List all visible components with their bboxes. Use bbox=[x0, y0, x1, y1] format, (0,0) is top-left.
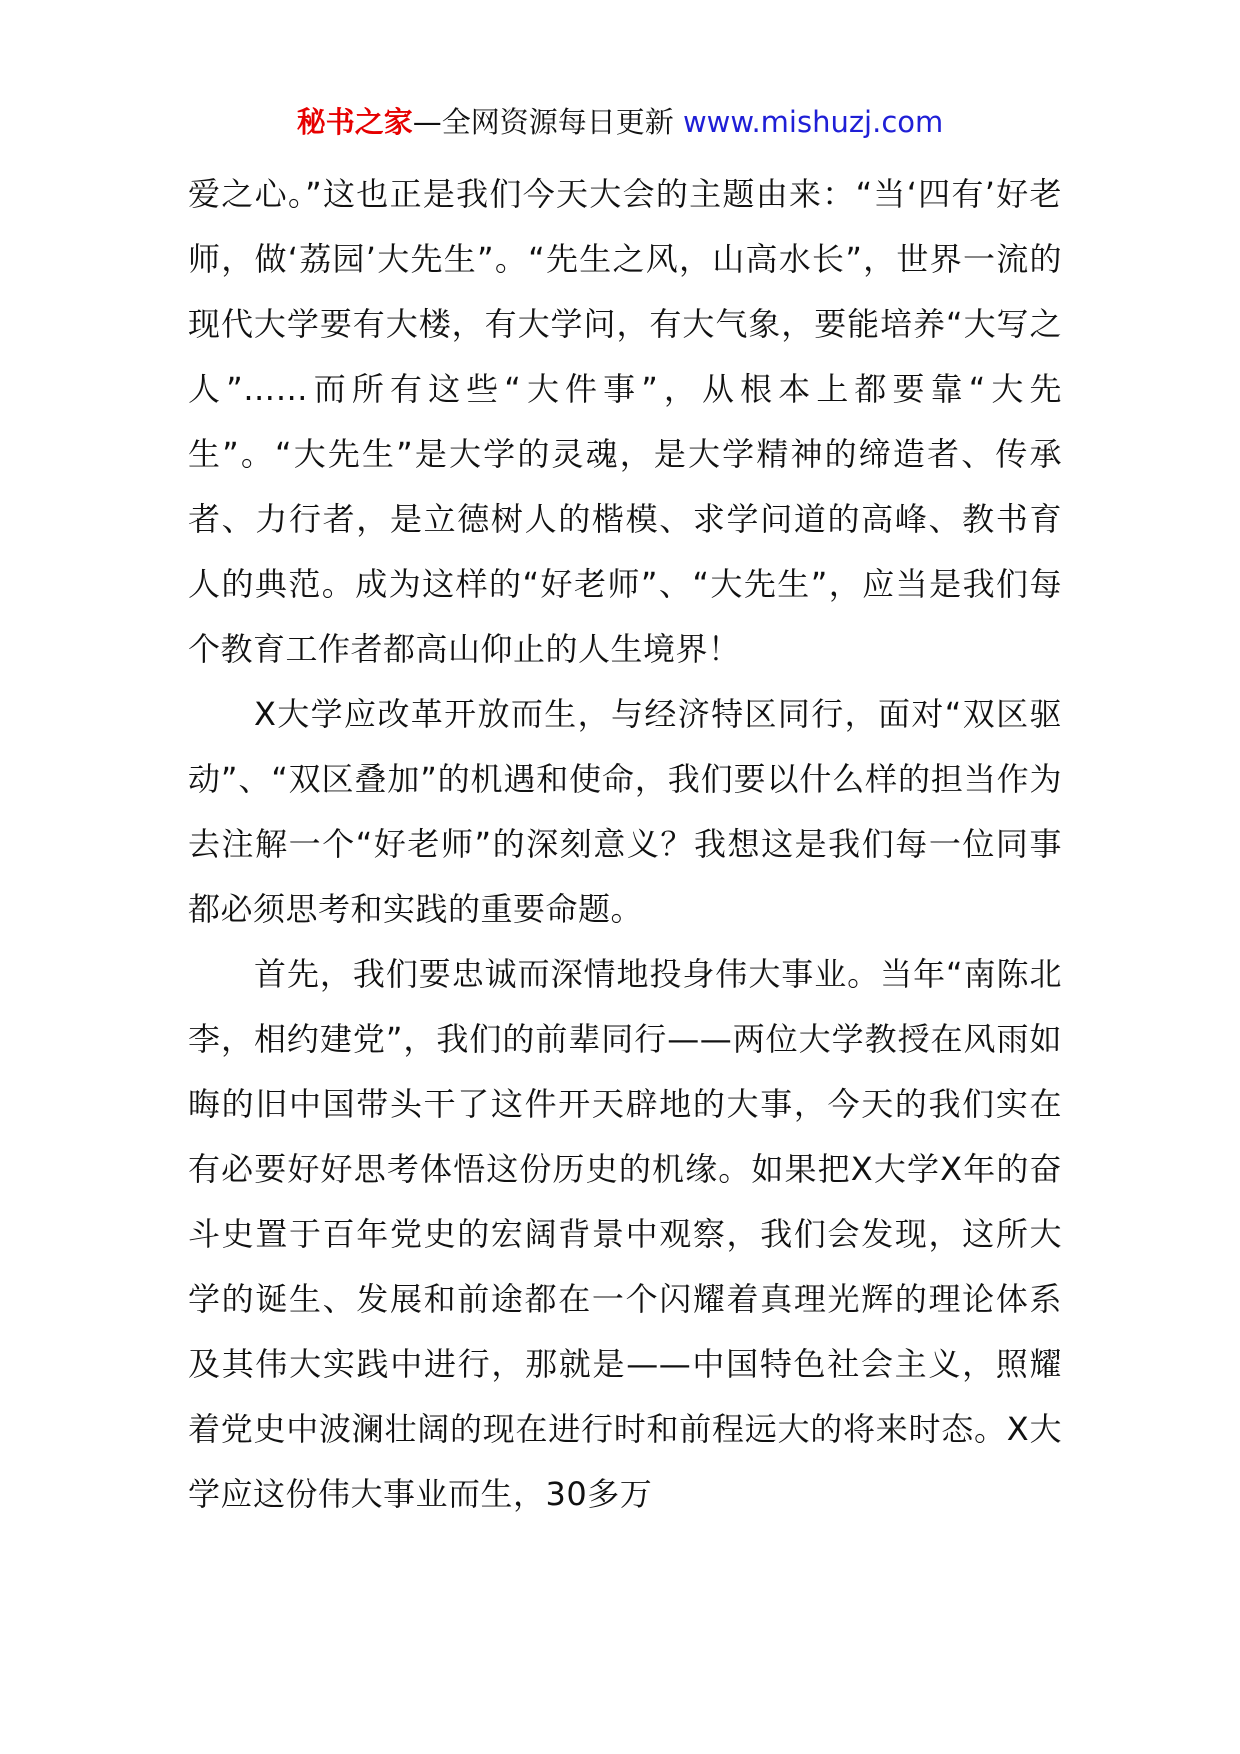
site-header bbox=[0, 102, 1240, 142]
paragraph-3: 首先，我们要忠诚而深情地投身伟大事业。当年“南陈北李，相约建党”，我们的前辈同行——两位大学教授在风雨如晦的旧中国带头干了这件开天辟地的大事，今天的我们实在有必要好好思考体悟这份历史的机缘。如果把X大学X年的奋斗史置于百年党史的宏阔背景中观察，我们会发现，这所大学的诞生、发展和前途都在一个闪耀着真理光辉的理论体系及其伟大实践中进行，那就是——中国特色社会主义，照耀着党史中波澜壮阔的现在进行时和前程远大的将来时态。X大学应这份伟大事业而生，30多万 bbox=[188, 955, 1062, 1513]
brand-name: 秘书之家 bbox=[296, 105, 413, 139]
document-body bbox=[188, 162, 1062, 1527]
site-url-link[interactable]: www.mishuzj.com bbox=[682, 105, 944, 139]
header-slogan: —全网资源每日更新 bbox=[412, 105, 683, 139]
paragraph-1: 爱之心。”这也正是我们今天大会的主题由来：“当‘四有’好老师，做‘荔园’大先生”。“先生之风，山高水长”，世界一流的现代大学要有大楼，有大学问，有大气象，要能培养“大写之人”……而所有这些“大件事”，从根本上都要靠“大先生”。“大先生”是大学的灵魂，是大学精神的缔造者、传承者、力行者，是立德树人的楷模、求学问道的高峰、教书育人的典范。成为这样的“好老师”、“大先生”，应当是我们每个教育工作者都高山仰止的人生境界！ bbox=[188, 175, 1062, 668]
paragraph-2: X大学应改革开放而生，与经济特区同行，面对“双区驱动”、“双区叠加”的机遇和使命，我们要以什么样的担当作为去注解一个“好老师”的深刻意义？我想这是我们每一位同事都必须思考和实践的重要命题。 bbox=[188, 695, 1062, 928]
